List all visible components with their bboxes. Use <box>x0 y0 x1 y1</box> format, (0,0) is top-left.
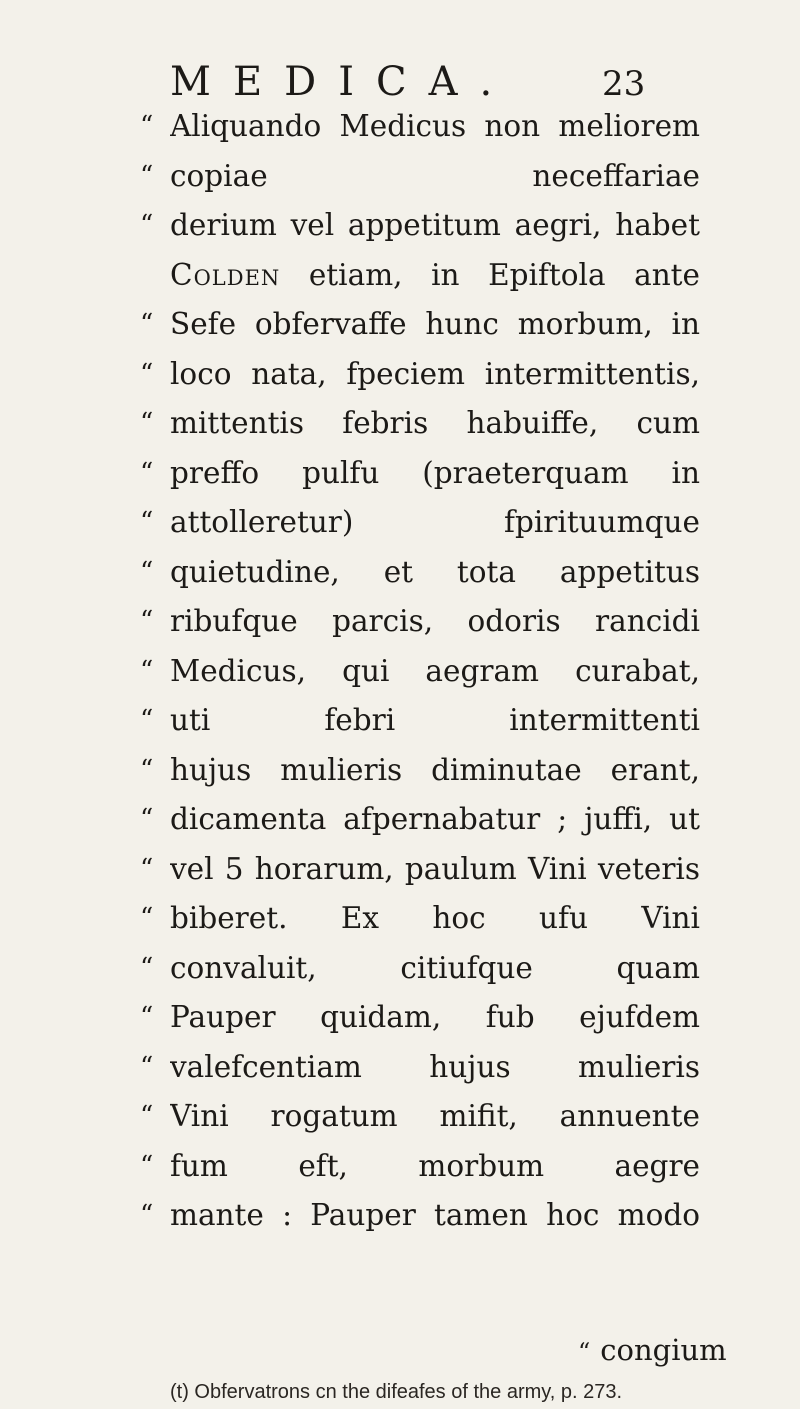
text-line <box>140 449 700 499</box>
line-text: quietudine, et tota appetitus <box>170 554 700 589</box>
line-text: Sefe obfervaffe hunc morbum, in <box>170 307 700 341</box>
text-line <box>140 795 700 845</box>
text-line <box>140 746 700 796</box>
quotation-mark: “ <box>140 804 154 834</box>
line-text: Medicus, qui aegram curabat, <box>170 653 700 688</box>
text-line <box>140 1043 700 1093</box>
quotation-mark: “ <box>140 1101 154 1131</box>
text-line <box>140 548 700 598</box>
quotation-mark: “ <box>140 408 154 438</box>
quotation-mark: “ <box>140 903 154 933</box>
text-line <box>140 647 700 697</box>
text-line <box>140 944 700 994</box>
line-text: Pauper quidam, fub ejufdem <box>170 1000 700 1034</box>
line-text: dicamenta afpernabatur ; juffi, ut <box>170 802 700 836</box>
line-text: attolleretur) fpirituumque <box>170 505 700 539</box>
quotation-mark: “ <box>140 457 154 488</box>
catchword <box>578 1332 727 1370</box>
footnote: (t) Obfervatrons cn the difeafes of the army, p. 273. <box>170 1381 623 1403</box>
text-line <box>170 251 700 301</box>
text-line <box>140 1191 700 1241</box>
line-text: mante : Pauper tamen hoc modo <box>170 1198 700 1232</box>
text-line <box>140 845 700 895</box>
page-number: 23 <box>602 64 646 104</box>
text-line <box>140 152 700 202</box>
text-line <box>140 894 700 944</box>
line-text: mittentis febris habuiffe, cum <box>170 406 700 440</box>
quotation-mark: “ <box>140 606 154 636</box>
line-text: Aliquando Medicus non meliorem <box>170 109 700 143</box>
line-text: Vini rogatum mifit, annuente <box>170 1099 700 1133</box>
line-text: preffo pulfu (praeterquam in <box>170 455 700 490</box>
quotation-mark: “ <box>140 160 154 191</box>
quotation-mark: “ <box>140 210 154 240</box>
text-line <box>140 696 700 746</box>
line-text: loco nata, fpeciem intermittentis, <box>170 356 700 391</box>
quotation-mark: “ <box>140 309 154 339</box>
quotation-mark: “ <box>140 705 154 735</box>
quotation-mark: “ <box>140 507 154 537</box>
text-line <box>140 498 700 548</box>
line-text: fum eft, morbum aegre <box>170 1148 700 1183</box>
line-text: copiae neceffariae <box>170 158 700 193</box>
line-text: uti febri intermittenti <box>170 703 700 737</box>
body-text <box>140 102 700 1241</box>
line-text: Colden etiam, in Epiftola ante <box>170 257 700 292</box>
running-head: MEDICA. <box>170 59 515 105</box>
quotation-mark: “ <box>140 655 154 686</box>
quotation-mark: “ <box>140 1051 154 1082</box>
text-line <box>140 399 700 449</box>
line-text: hujus mulieris diminutae erant, <box>170 752 700 787</box>
quotation-mark: “ <box>578 1338 591 1366</box>
text-line <box>140 201 700 251</box>
line-text: biberet. Ex hoc ufu Vini <box>170 901 700 935</box>
text-line <box>140 300 700 350</box>
line-text: vel 5 horarum, paulum Vini veteris <box>170 851 700 886</box>
line-text: ribufque parcis, odoris rancidi <box>170 604 700 638</box>
text-line <box>140 102 700 152</box>
quotation-mark: “ <box>140 358 154 389</box>
quotation-mark: “ <box>140 1200 154 1230</box>
text-line <box>140 350 700 400</box>
quotation-mark: “ <box>140 853 154 884</box>
line-text: valefcentiam hujus mulieris <box>170 1049 700 1084</box>
text-line <box>140 1142 700 1192</box>
quotation-mark: “ <box>140 754 154 785</box>
quotation-mark: “ <box>140 556 154 587</box>
text-line <box>140 993 700 1043</box>
quotation-mark: “ <box>140 1002 154 1032</box>
quotation-mark: “ <box>140 952 154 983</box>
line-text: convaluit, citiufque quam <box>170 950 700 985</box>
catchword-text: congium <box>600 1333 727 1367</box>
quotation-mark: “ <box>140 1150 154 1181</box>
text-line <box>140 597 700 647</box>
line-text: derium vel appetitum aegri, habet <box>170 208 700 242</box>
text-line <box>140 1092 700 1142</box>
quotation-mark: “ <box>140 111 154 141</box>
